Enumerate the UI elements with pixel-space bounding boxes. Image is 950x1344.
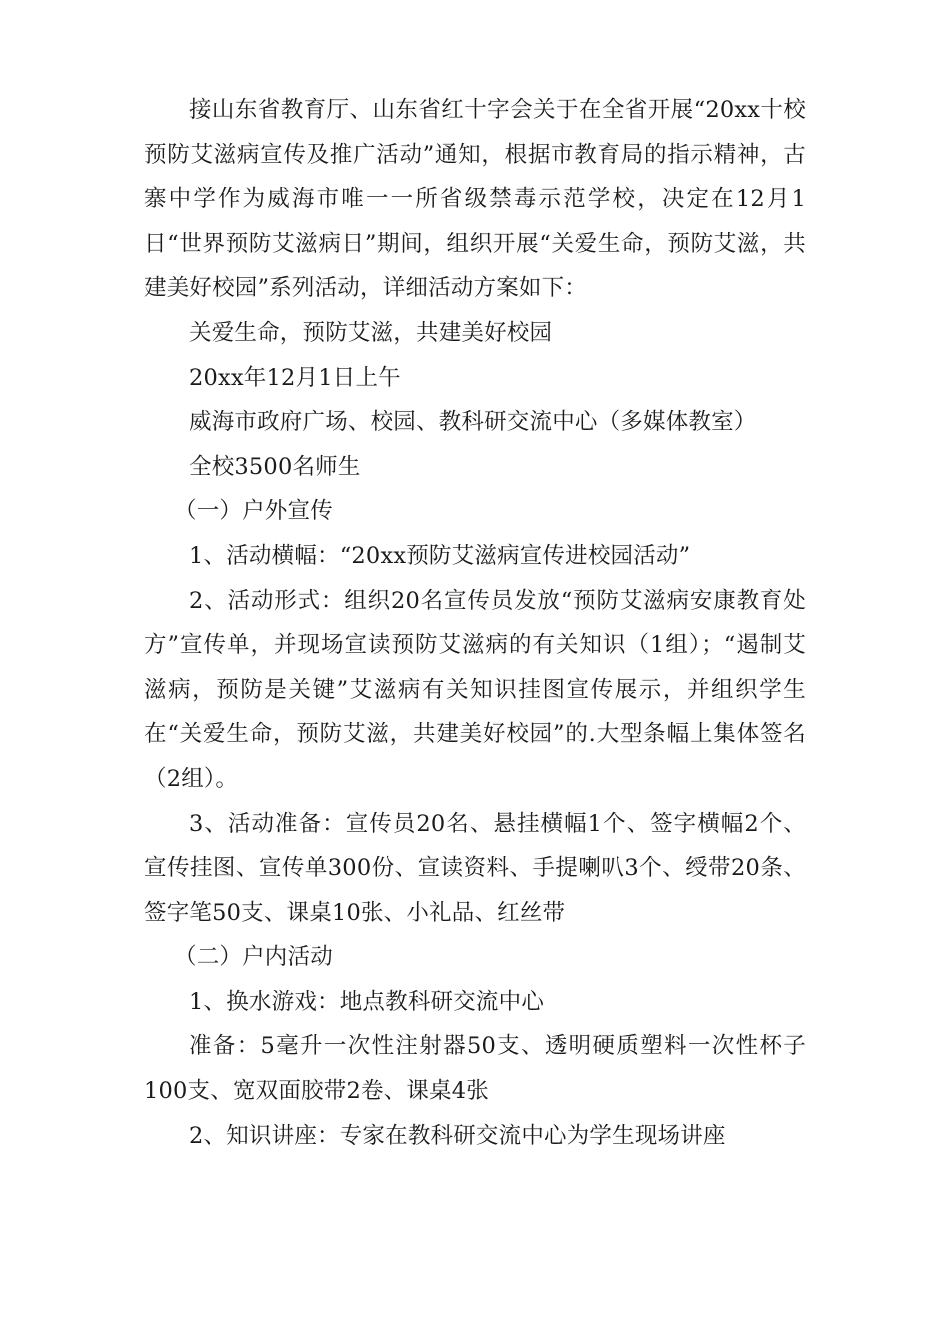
outdoor-item-format: 2、活动形式：组织20名宣传员发放“预防艾滋病安康教育处方”宣传单，并现场宣读预防艾滋病的有关知识（1组）；“遏制艾滋病，预防是关键”艾滋病有关知识挂图宣传展示，并组织学生在“关爱生命，预防艾滋，共建美好校园”的.大型条幅上集体签名（2组）。: [144, 587, 806, 792]
section-heading-indoor: （二）户内活动: [174, 944, 333, 971]
indoor-item-lecture: 2、知识讲座：专家在教科研交流中心为学生现场讲座: [189, 1122, 726, 1149]
intro-paragraph: 接山东省教育厅、山东省红十字会关于在全省开展“20xx十校预防艾滋病宣传及推广活动”通知，根据市教育局的指示精神，古寨中学作为威海市唯一一所省级禁毒示范学校，决定在12月1日“世界预防艾滋病日”期间，组织开展“关爱生命，预防艾滋，共建美好校园”系列活动，详细活动方案如下：: [144, 97, 806, 302]
outdoor-item-banner: 1、活动横幅：“20xx预防艾滋病宣传进校园活动”: [189, 542, 691, 569]
outdoor-item-preparation: 3、活动准备：宣传员20名、悬挂横幅1个、签字横幅2个、宣传挂图、宣传单300份、宣读资料、手提喇叭3个、绶带20条、签字笔50支、课桌10张、小礼品、红丝带: [144, 810, 806, 926]
activity-theme: 关爱生命，预防艾滋，共建美好校园: [189, 319, 553, 346]
document-body: [144, 88, 806, 1158]
activity-participants: 全校3500名师生: [189, 453, 361, 480]
indoor-item-game-preparation: 准备：5毫升一次性注射器50支、透明硬质塑料一次性杯子100支、宽双面胶带2卷、课桌4张: [144, 1033, 806, 1105]
activity-time: 20xx年12月1日上午: [189, 364, 401, 391]
activity-location: 威海市政府广场、校园、教科研交流中心（多媒体教室）: [189, 409, 757, 436]
indoor-item-water-game: 1、换水游戏：地点教科研交流中心: [189, 988, 545, 1015]
section-heading-outdoor: （一）户外宣传: [174, 498, 333, 525]
